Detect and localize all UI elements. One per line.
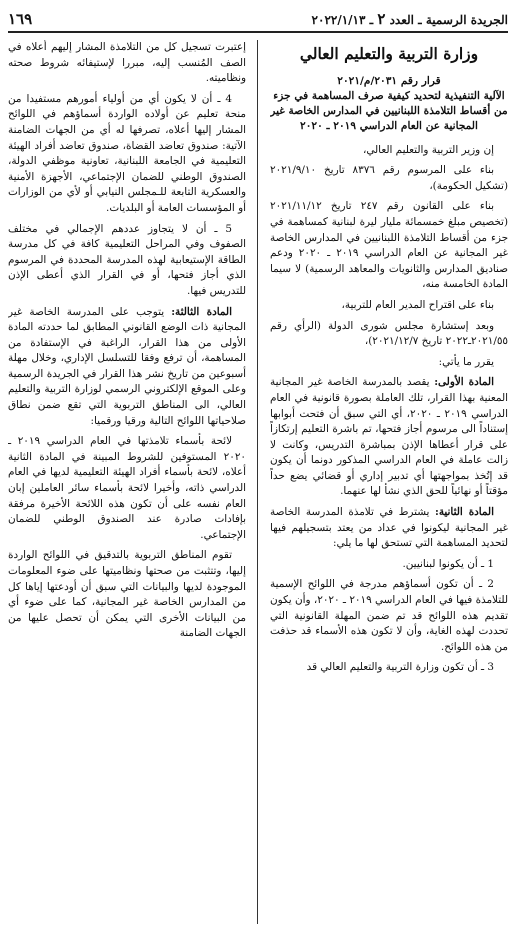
- publication-info: [312, 10, 508, 28]
- issue-date: ـ ٢٠٢٢/١/١٣: [311, 13, 374, 27]
- paragraph: بناء على المرسوم رقم ٨٣٧٦ تاريخ ٢٠٢١/٩/١٠ (تشكيل الحكومة)،: [270, 164, 508, 192]
- decision-title: الآلية التنفيذية لتحديد كيفية صرف المساهمة في جزء من أقساط التلامذة اللبنانيين في المدارس الخاصة غير المجانية عن العام الدراسي ٢٠١٩ ـ ٢٠٢٠: [270, 89, 508, 132]
- article-text: يقصد بالمدرسة الخاصة غير المجانية المعنية بهذا القرار، تلك العاملة بصورة قانونية في العام الدراسي ٢٠١٩ ـ ٢٠٢٠، أي التي سبق أن فتحت أبوابها إستناداً الى مرسوم أجاز فتحها، تم باشرة التعليم إرتكازاً على قرار أعطاها الإذن بمباشرة التدريس، وكانت لا زالت عاملة في العام الدراسي المذكور دونما أن يكون قد إتُخذ بمواجهتها أي تدبير إداري أو قضائي يضع حداً مؤقتاً أو نهائياً للحق الذي نشأ لها عنهما.: [270, 376, 508, 498]
- paragraph: يقرر ما يأتي:: [438, 355, 494, 368]
- list-item: 2 ـ أن تكون أسماؤهم مدرجة في اللوائح الإسمية للتلامذة فيها في العام الدراسي ٢٠١٩ ـ ٢٠٢٠، وأن يكون تقديم هذه اللوائح قد تم ضمن المهلة القانونية التي تحددت لهذه الغاية، وأن لا تكون هذه الأسماء قد حذفت من هذه اللوائح.: [270, 578, 508, 653]
- ministry-heading: وزارة التربية والتعليم العالي: [299, 44, 479, 63]
- page-header: [8, 6, 508, 33]
- paragraph: بناء على القانون رقم ٢٤٧ تاريخ ٢٠٢١/١١/١٢ (تخصيص مبلغ خمسمائة مليار ليرة لبنانية كمساهمة في جزء من أقساط التلامذة اللبنانيين في المدارس الخاصة غير المجانية عن العام الدراسي ٢٠١٩ ـ ٢٠٢٠ ودعم صناديق المدارس والثانويات والمعاهد الرسمية) لا سيما المادة الخامسة منه،: [270, 200, 508, 291]
- list-item: 1 ـ أن يكونوا لبنانيين.: [402, 557, 494, 570]
- article-3: [8, 305, 246, 430]
- paragraph: إن وزير التربية والتعليم العالي،: [362, 143, 494, 156]
- page-number: ١٦٩: [8, 10, 33, 28]
- decision-number: قرار رقم ٢٠٣١/م/٢٠٢١: [337, 74, 441, 87]
- left-column: [8, 40, 246, 926]
- right-column: [270, 40, 508, 926]
- list-item: 5 ـ أن لا يتجاوز عددهم الإجمالي في مختلف الصفوف وفي المراحل التعليمية كافة في كل مدرسة الطاقة الإستيعابية لهذه المدرسة المحددة في المرسوم الذي أجاز فتحها، أو في القرار الذي أعطى الإذن للتدريس فيها.: [8, 222, 246, 297]
- list-item: 4 ـ أن لا يكون أي من أولياء أمورهم مستفيدا من منحة تعليم عن أولاده الواردة أسماؤهم في اللوائح المشار إليها أعلاه، تصرفها له أي من الجهات الضامنة الآتية: صندوق تعاضد القضاة، صندوق تعاضد أفراد الهيئة التعليمية في الجامعة اللبنانية، تعاونية موظفي الدولة، الصندوق الوطني للضمان الإجتماعي، الأجهزة الأمنية والعسكرية التابعة للـمجلس النيابي أو لأي من الوزارات أو المؤسسات العامة أو البلديات.: [8, 92, 246, 214]
- paragraph: لائحة بأسماء تلامذتها في العام الدراسي ٢٠١٩ ـ ٢٠٢٠ المستوفين للشروط المبينة في المادة الثانية أعلاه، لائحة بأسماء أفراد الهيئة التعليمية لديها في العام الدراسي ذاته، وأخيرا لائحة بأسماء سائر العاملين إبان العام نفسه على أن تكون هذه اللائحة الأخيرة مرفقة بإفادات صادرة عند الصندوق الوطني للضمان الإجتماعي.: [8, 435, 246, 541]
- article-label: المادة الثالثة:: [171, 305, 232, 318]
- paragraph: تقوم المناطق التربوية بالتدقيق في اللوائح الواردة إليها، وتتثبت من صحتها ونظاميتها على ضوء المعلومات الموجودة لديها والبيانات التي سبق أن أودعتها إياها كل من المدارس الخاصة غير المجانية، كما على ضوء أي من البيانات الأخرى التي يمكن أن تحصل عليها من الجهات الضامنة: [8, 549, 246, 640]
- column-divider: [257, 40, 258, 924]
- issue-number: ٢: [377, 10, 386, 28]
- article-2: [270, 505, 508, 552]
- list-item: 3 ـ أن تكون وزارة التربية والتعليم العالي قد: [306, 661, 494, 674]
- paragraph: إعتبرت تسجيل كل من التلامذة المشار إليهم أعلاه في الصف المُنسب إليه، مبررا لإستيفائه شروط صحته ونظاميته.: [8, 41, 246, 85]
- article-text: يشترط في تلامذة المدرسة الخاصة غير المجانية ليكونوا في عداد من يعتد بتسجيلهم فيها لتحديد المساهمة التي تستحق لها ما يلي:: [270, 506, 508, 550]
- publication-name: الجريدة الرسمية ـ العدد: [389, 13, 508, 27]
- article-1: [270, 375, 508, 500]
- article-label: المادة الثانية:: [434, 506, 494, 519]
- article-label: المادة الأولى:: [434, 376, 494, 389]
- article-text: يتوجب على المدرسة الخاصة غير المجانية ذات الوضع القانوني المطابق لما حددته المادة الأولى من هذا القرار، الراغبة في الإستفادة من المساهمة، أن ترفع وفقا للتسلسل الإداري، وخلال مهلة أسبوعين من تاريخ نشر هذا القرار في الجريدة الرسمية وعلى الموقع الإلكتروني الرسمي لوزارة التربية والتعليم العالي، الى المناطق التربوية التي تقع ضمن نطاق صلاحياتها اللوائح التالية ورقيا ورقميا:: [8, 305, 246, 427]
- paragraph: وبعد إستشارة مجلس شورى الدولة (الرأي رقم ٢٠٢١/٥٥ـ٢٠٢٢ تاريخ ٢٠٢١/١٢/٧)،: [270, 319, 508, 348]
- paragraph: بناء على اقتراح المدير العام للتربية،: [341, 298, 494, 311]
